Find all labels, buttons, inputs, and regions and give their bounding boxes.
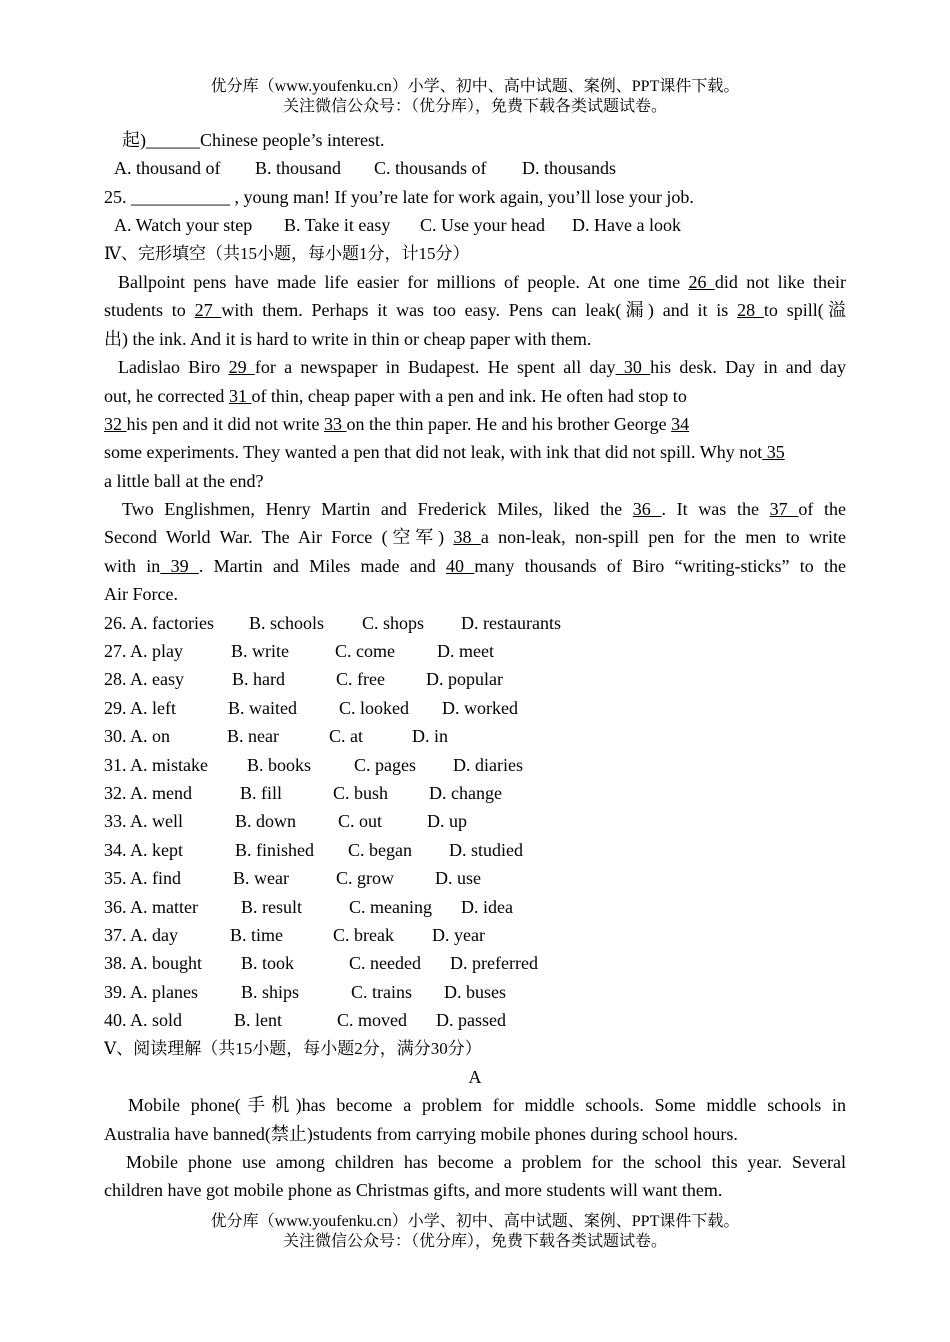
cloze-option-row xyxy=(104,694,846,722)
cloze-option-c: C. bush xyxy=(333,782,389,803)
blank-27: 27 xyxy=(194,300,222,321)
footer-line-1: 优分库（www.youfenku.cn）小学、初中、高中试题、案例、PPT课件下载。 xyxy=(210,1213,740,1230)
cloze-option-row xyxy=(104,949,846,977)
q25-option-b: B. Take it easy xyxy=(284,215,391,236)
document-body xyxy=(104,126,846,1205)
cloze-option-c: C. free xyxy=(336,669,385,690)
cloze-option-a: 33. A. well xyxy=(104,811,183,832)
text-run: of thin, cheap paper with a pen and ink. He often had stop to xyxy=(251,385,687,406)
blank-33: 33 xyxy=(323,413,347,434)
reading-a-p1-line-2: Australia have banned(禁止)students from carrying mobile phones during school hours. xyxy=(104,1123,738,1144)
passage-p2-line-5: a little ball at the end? xyxy=(104,470,264,491)
cloze-option-b: B. finished xyxy=(235,839,314,860)
q25-option-c: C. Use your head xyxy=(420,215,545,236)
blank-34: 34 xyxy=(671,413,690,434)
passage-p1-line-3: 出) the ink. And it is hard to write in thin or cheap paper with them. xyxy=(104,328,592,349)
cloze-option-b: B. books xyxy=(247,754,312,775)
passage-p3-line-4: Air Force. xyxy=(104,584,178,605)
text-run: some experiments. They wanted a pen that did not leak, with ink that did not spill. Why not xyxy=(104,442,763,463)
header-line-1: 优分库（www.youfenku.cn）小学、初中、高中试题、案例、PPT课件下载。 xyxy=(210,78,740,95)
cloze-option-row xyxy=(104,978,846,1006)
blank-28: 28 xyxy=(737,300,764,321)
text-run: did not like their xyxy=(714,271,846,292)
cloze-option-a: 40. A. sold xyxy=(104,1010,183,1031)
passage-p1-line-2 xyxy=(104,296,846,324)
cloze-option-row xyxy=(104,722,846,750)
cloze-option-d: D. in xyxy=(412,726,448,747)
cloze-option-b: B. down xyxy=(235,811,297,832)
cloze-option-a: 37. A. day xyxy=(104,924,178,945)
text-run: . It was the xyxy=(661,499,770,520)
blank-30: 30 xyxy=(615,357,651,378)
reading-a-label: A xyxy=(468,1066,482,1087)
blank-29: 29 xyxy=(228,357,255,378)
cloze-option-a: 39. A. planes xyxy=(104,981,198,1002)
cloze-option-b: B. result xyxy=(241,896,302,917)
cloze-option-c: C. began xyxy=(348,839,412,860)
text-run: his pen and it did not write xyxy=(126,413,324,434)
cloze-option-d: D. popular xyxy=(426,669,503,690)
blank-32: 32 xyxy=(104,413,127,434)
cloze-option-d: D. buses xyxy=(444,981,506,1002)
cloze-option-b: B. ships xyxy=(241,981,300,1002)
cloze-option-c: C. meaning xyxy=(349,896,432,917)
cloze-option-row xyxy=(104,921,846,949)
cloze-option-a: 28. A. easy xyxy=(104,669,184,690)
q24-option-a: A. thousand of xyxy=(114,158,221,179)
passage-p3-line-2 xyxy=(104,523,846,551)
header-line-2: 关注微信公众号：（优分库），免费下载各类试题试卷。 xyxy=(282,98,667,115)
footer-line-2: 关注微信公众号：（优分库），免费下载各类试题试卷。 xyxy=(282,1233,667,1250)
cloze-option-row xyxy=(104,864,846,892)
cloze-option-row xyxy=(104,665,846,693)
passage-p2-line-3 xyxy=(104,410,846,438)
text-run: . Martin and Miles made and xyxy=(198,555,447,576)
cloze-option-b: B. took xyxy=(241,953,295,974)
cloze-option-a: 31. A. mistake xyxy=(104,754,208,775)
reading-a-p2-line-2: children have got mobile phone as Christmas gifts, and more students will want them. xyxy=(104,1180,723,1201)
passage-p2-line-1 xyxy=(104,353,846,381)
cloze-option-c: C. pages xyxy=(354,754,416,775)
cloze-option-b: B. lent xyxy=(234,1010,282,1031)
text-run: students to xyxy=(104,300,195,321)
text-run: many thousands of Biro “writing-sticks” to the xyxy=(474,555,846,576)
text-run: his desk. Day in and day xyxy=(650,357,846,378)
cloze-option-c: C. out xyxy=(338,811,383,832)
blank-38: 38 xyxy=(453,527,481,548)
cloze-option-c: C. shops xyxy=(362,612,425,633)
text-run: with them. Perhaps it was too easy. Pens can leak(漏) and it is xyxy=(221,300,738,321)
text-run: Ladislao Biro xyxy=(118,357,229,378)
cloze-option-a: 32. A. mend xyxy=(104,782,192,803)
text-run: of the xyxy=(798,499,846,520)
cloze-option-c: C. at xyxy=(329,726,363,747)
reading-a-p2-line-1: Mobile phone use among children has become a problem for the school this year. Several xyxy=(126,1152,846,1173)
text-run: to spill(溢 xyxy=(763,300,846,321)
cloze-option-row xyxy=(104,836,846,864)
section-4-title: Ⅳ、完形填空（共15小题，每小题1分，计15分） xyxy=(104,243,470,263)
text-run: Two Englishmen, Henry Martin and Frederick Miles, liked the xyxy=(122,499,633,520)
blank-39: 39 xyxy=(160,555,199,576)
passage-p3-line-3 xyxy=(104,552,846,580)
q25-options xyxy=(104,211,846,239)
cloze-option-row xyxy=(104,637,846,665)
text-run: out, he corrected xyxy=(104,385,229,406)
cloze-option-a: 36. A. matter xyxy=(104,896,198,917)
cloze-option-a: 34. A. kept xyxy=(104,839,183,860)
reading-a-p1-line-1: Mobile phone(手机)has become a problem for middle schools. Some middle schools in xyxy=(128,1095,846,1116)
cloze-option-d: D. preferred xyxy=(450,953,538,974)
text-run: a non-leak, non-spill pen for the men to write xyxy=(480,527,846,548)
blank-40: 40 xyxy=(446,555,475,576)
cloze-options xyxy=(104,609,846,1035)
cloze-option-b: B. time xyxy=(230,924,283,945)
text-run: on the thin paper. He and his brother George xyxy=(346,413,672,434)
passage-p2-line-2 xyxy=(104,382,846,410)
blank-37: 37 xyxy=(769,499,799,520)
cloze-option-a: 29. A. left xyxy=(104,697,176,718)
cloze-option-b: B. near xyxy=(227,726,279,747)
cloze-option-b: B. schools xyxy=(249,612,325,633)
cloze-option-d: D. idea xyxy=(461,896,513,917)
cloze-option-d: D. worked xyxy=(442,697,518,718)
cloze-option-row xyxy=(104,893,846,921)
cloze-option-a: 35. A. find xyxy=(104,868,182,889)
cloze-option-d: D. restaurants xyxy=(461,612,561,633)
cloze-option-c: C. looked xyxy=(339,697,409,718)
blank-31: 31 xyxy=(228,385,252,406)
text-run: Second World War. The Air Force (空军) xyxy=(104,527,454,548)
cloze-option-d: D. passed xyxy=(436,1010,506,1031)
q25-stem: 25. ___________ , young man! If you’re late for work again, you’ll lose your job. xyxy=(104,186,694,207)
cloze-option-b: B. wear xyxy=(233,868,289,889)
cloze-option-c: C. trains xyxy=(351,981,412,1002)
cloze-option-row xyxy=(104,1006,846,1034)
cloze-option-a: 30. A. on xyxy=(104,726,171,747)
cloze-option-b: B. write xyxy=(231,641,289,662)
cloze-option-d: D. studied xyxy=(449,839,523,860)
q24-options xyxy=(104,154,846,182)
text-run: with in xyxy=(104,555,161,576)
cloze-option-c: C. break xyxy=(333,924,394,945)
cloze-option-b: B. fill xyxy=(240,782,283,803)
cloze-option-a: 27. A. play xyxy=(104,641,183,662)
cloze-option-d: D. year xyxy=(432,924,485,945)
cloze-option-d: D. use xyxy=(435,868,481,889)
cloze-option-row xyxy=(104,609,846,637)
cloze-option-d: D. diaries xyxy=(453,754,523,775)
cloze-option-c: C. come xyxy=(335,641,395,662)
q25-option-d: D. Have a look xyxy=(572,215,681,236)
blank-26: 26 xyxy=(688,271,715,292)
cloze-option-row xyxy=(104,807,846,835)
text-run: Ballpoint pens have made life easier for millions of people. At one time xyxy=(118,271,689,292)
cloze-option-b: B. waited xyxy=(228,697,297,718)
blank-35: 35 xyxy=(762,442,785,463)
cloze-option-b: B. hard xyxy=(232,669,285,690)
page-footer xyxy=(0,1212,950,1252)
q24-option-b: B. thousand xyxy=(255,158,342,179)
cloze-option-d: D. change xyxy=(429,782,502,803)
cloze-option-row xyxy=(104,751,846,779)
blank-36: 36 xyxy=(632,499,662,520)
cloze-option-d: D. meet xyxy=(437,641,494,662)
q25-option-a: A. Watch your step xyxy=(114,215,253,236)
section-5-title: Ⅴ、阅读理解（共15小题，每小题2分，满分30分） xyxy=(104,1038,482,1058)
passage-p2-line-4 xyxy=(104,438,846,466)
cloze-option-row xyxy=(104,779,846,807)
cloze-option-d: D. up xyxy=(427,811,467,832)
cloze-option-a: 26. A. factories xyxy=(104,612,214,633)
cloze-option-a: 38. A. bought xyxy=(104,953,203,974)
q24-option-c: C. thousands of xyxy=(374,158,487,179)
text-run: for a newspaper in Budapest. He spent all day xyxy=(254,357,616,378)
cloze-option-c: C. grow xyxy=(336,868,394,889)
cloze-option-c: C. moved xyxy=(337,1010,407,1031)
q24-stem-end: 起)______Chinese people’s interest. xyxy=(122,130,385,150)
passage-p3-line-1 xyxy=(104,495,846,523)
q24-option-d: D. thousands xyxy=(522,158,616,179)
passage-p1-line-1 xyxy=(104,268,846,296)
page-header xyxy=(0,77,950,117)
cloze-option-c: C. needed xyxy=(349,953,421,974)
